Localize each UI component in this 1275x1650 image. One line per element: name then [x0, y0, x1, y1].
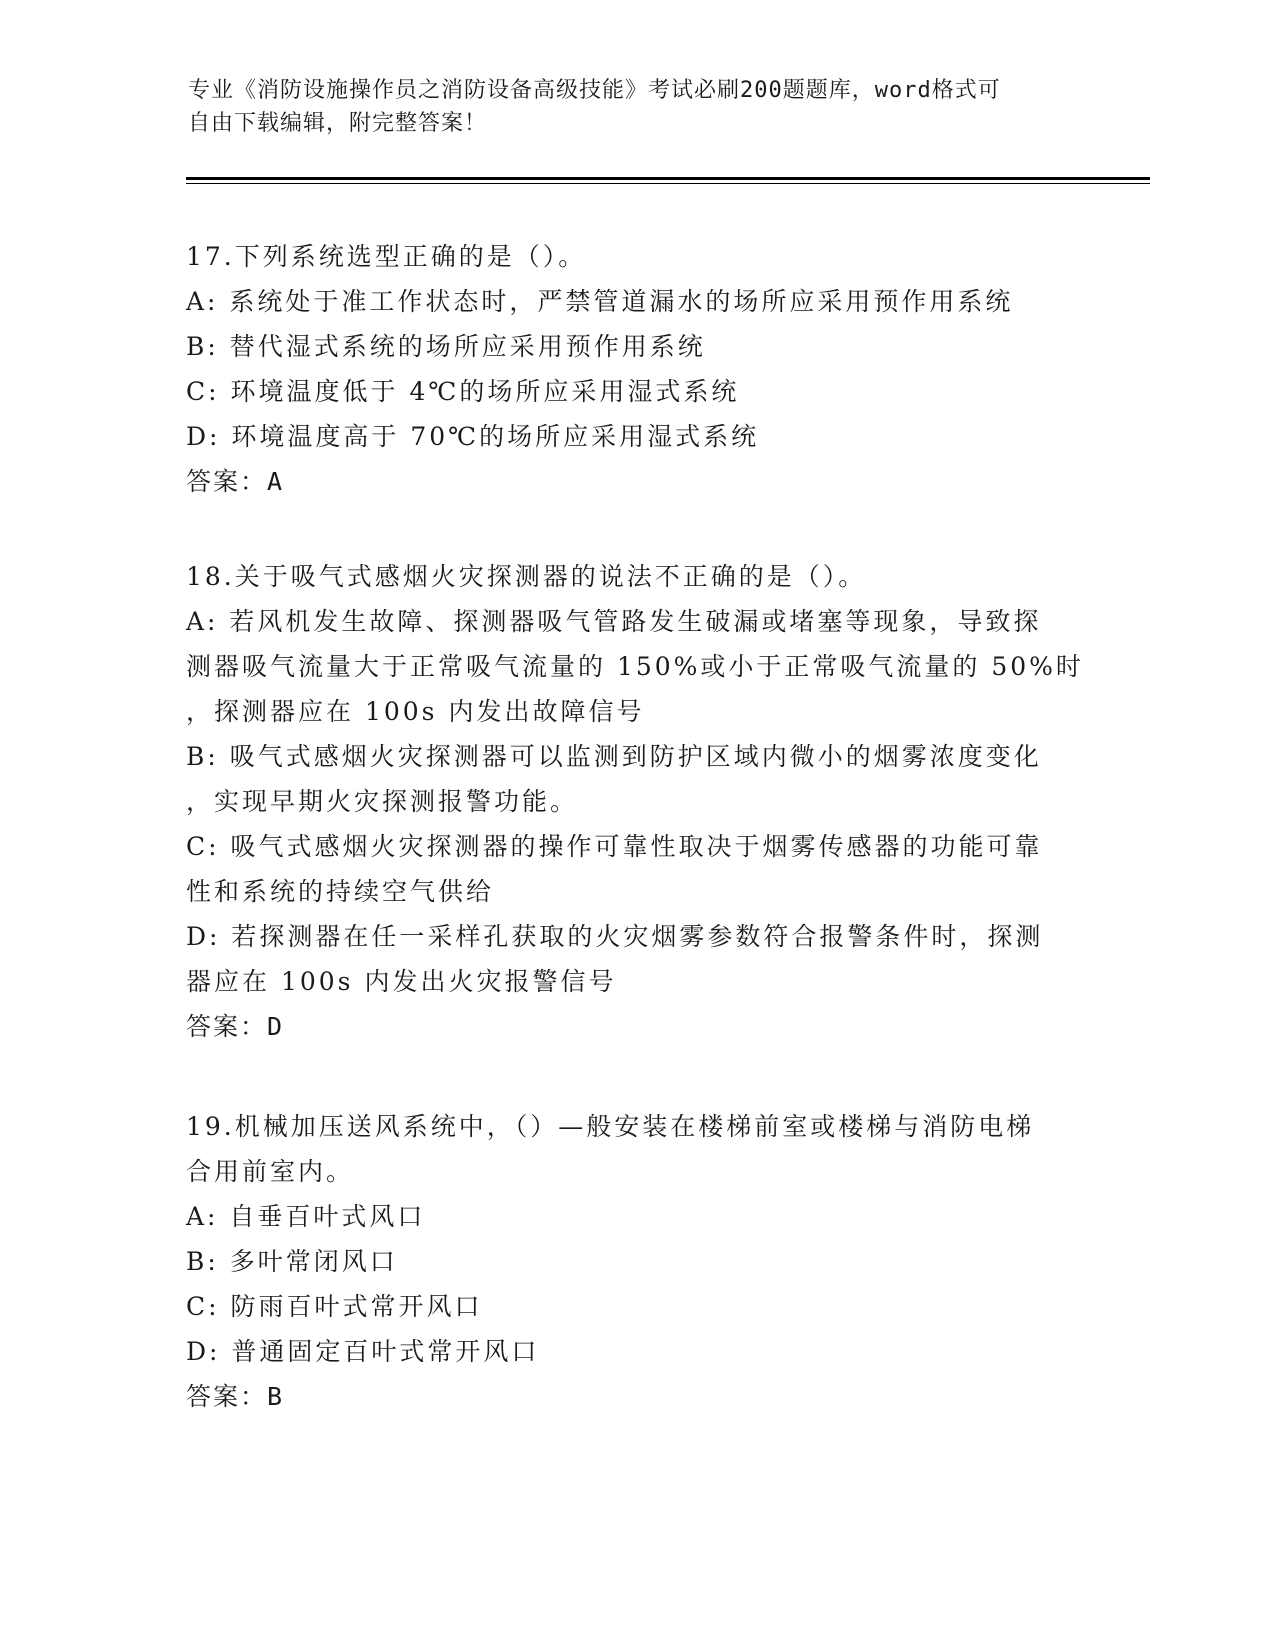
question-stem [186, 1104, 1086, 1194]
answer-label: 答案： [186, 467, 268, 496]
option-d [186, 914, 1086, 1004]
header-line-2: 自由下载编辑，附完整答案！ [188, 111, 488, 136]
header-line-1: 专业《消防设施操作员之消防设备高级技能》考试必刷200题题库，word格式可 [188, 78, 1001, 103]
option-a: A: 自垂百叶式风口 [186, 1202, 426, 1231]
option-b-line-1: B: 吸气式感烟火灾探测器可以监测到防护区域内微小的烟雾浓度变化 [186, 742, 1042, 771]
document-header [188, 74, 1088, 140]
option-a-line-1: A: 若风机发生故障、探测器吸气管路发生破漏或堵塞等现象，导致探 [186, 607, 1042, 636]
header-divider-thick [186, 177, 1150, 180]
answer-value: D [267, 1012, 285, 1041]
option-a-line-2: 测器吸气流量大于正常吸气流量的 150%或小于正常吸气流量的 50%时 [186, 652, 1084, 681]
option-b [186, 734, 1086, 824]
option-a-line-3: ，探测器应在 100s 内发出故障信号 [186, 697, 645, 726]
option-d-line-2: 器应在 100s 内发出火灾报警信号 [186, 967, 617, 996]
option-c: C: 环境温度低于 4℃的场所应采用湿式系统 [186, 377, 740, 406]
option-d-line-1: D: 若探测器在任一采样孔获取的火灾烟雾参数符合报警条件时，探测 [186, 922, 1044, 951]
question-19 [186, 1104, 1086, 1419]
answer-line [186, 459, 1086, 504]
question-18 [186, 554, 1086, 1049]
answer-value: B [267, 1382, 285, 1411]
option-b: B: 替代湿式系统的场所应采用预作用系统 [186, 332, 706, 361]
option-c [186, 824, 1086, 914]
header-divider-thin [186, 183, 1150, 184]
option-c: C: 防雨百叶式常开风口 [186, 1292, 483, 1321]
question-stem-line-2: 合用前室内。 [186, 1157, 355, 1186]
option-c-line-2: 性和系统的持续空气供给 [186, 877, 495, 906]
question-stem-line-1: 19.机械加压送风系统中，（）—般安装在楼梯前室或楼梯与消防电梯 [186, 1112, 1035, 1141]
answer-label: 答案： [186, 1382, 268, 1411]
answer-line [186, 1004, 1086, 1049]
option-d: D: 环境温度高于 70℃的场所应采用湿式系统 [186, 422, 760, 451]
option-a [186, 599, 1086, 734]
answer-line [186, 1374, 1086, 1419]
option-b-line-2: ，实现早期火灾探测报警功能。 [186, 787, 579, 816]
question-stem: 17.下列系统选型正确的是（）。 [186, 242, 587, 271]
option-c-line-1: C: 吸气式感烟火灾探测器的操作可靠性取决于烟雾传感器的功能可靠 [186, 832, 1043, 861]
option-d: D: 普通固定百叶式常开风口 [186, 1337, 540, 1366]
option-a: A: 系统处于准工作状态时，严禁管道漏水的场所应采用预作用系统 [186, 287, 1014, 316]
answer-label: 答案： [186, 1012, 268, 1041]
question-stem: 18.关于吸气式感烟火灾探测器的说法不正确的是（）。 [186, 562, 867, 591]
option-b: B: 多叶常闭风口 [186, 1247, 398, 1276]
question-17 [186, 234, 1086, 504]
answer-value: A [267, 467, 285, 496]
